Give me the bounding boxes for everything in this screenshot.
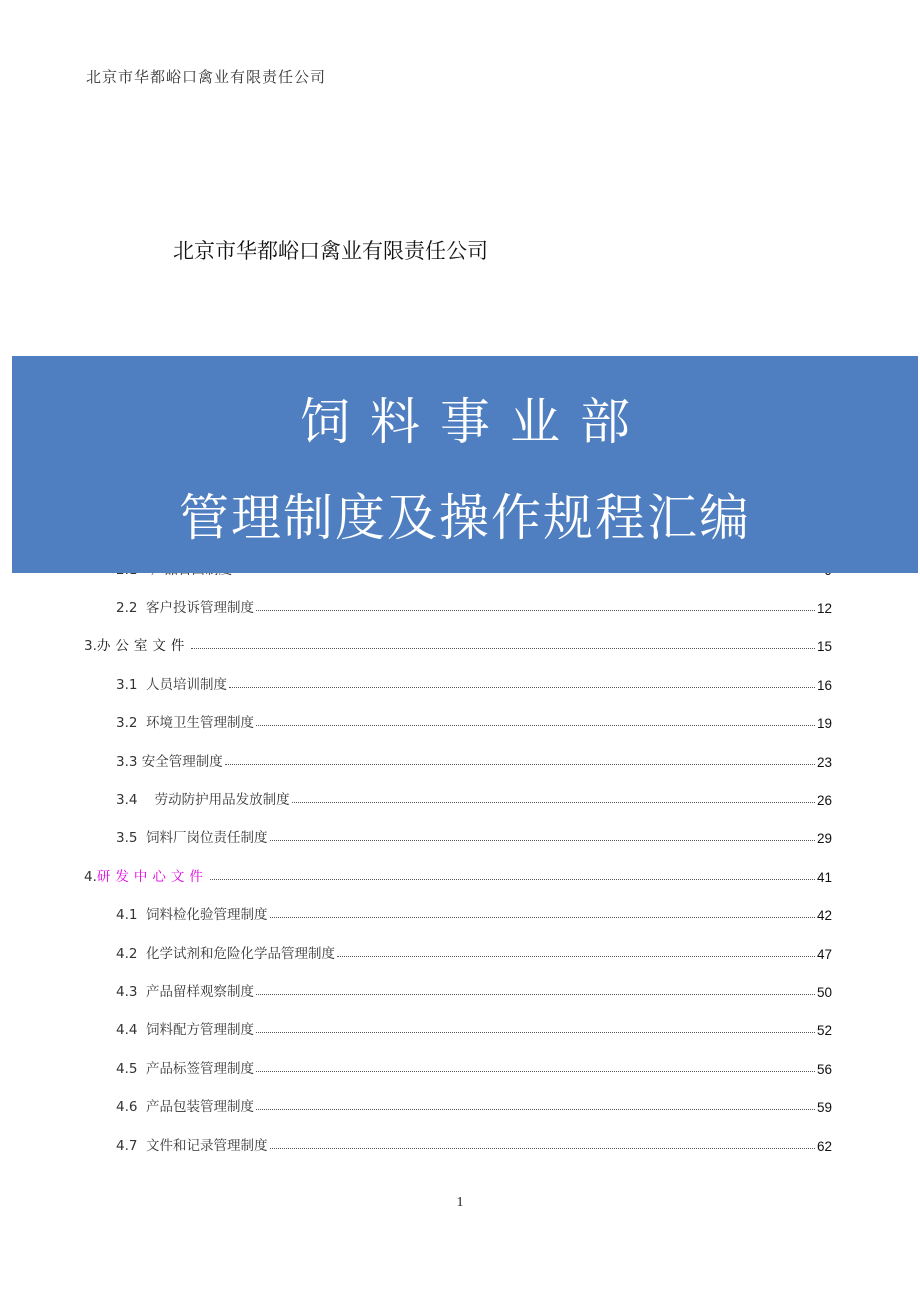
toc-entry-label: 4.6 产品包装管理制度 [116,1099,255,1116]
toc-section-row[interactable] [84,632,832,654]
toc-row[interactable] [116,748,832,770]
toc-row[interactable] [116,594,832,616]
toc-page-number: 23 [816,754,832,770]
page-number: 1 [456,1195,464,1210]
toc-entry-label: 3.5 饲料厂岗位责任制度 [116,830,268,847]
title-banner [12,356,918,573]
toc-leader-dots [225,763,815,765]
toc-page-number: 19 [816,716,832,732]
toc-entry-label: 3.1 人员培训制度 [116,676,228,693]
toc-entry-label: 4.7 文件和记录管理制度 [116,1137,268,1154]
toc-leader-dots [256,1108,815,1110]
toc-leader-dots [229,686,815,688]
toc-leader-dots [256,993,815,995]
toc-entry-label: 4.2 化学试剂和危险化学品管理制度 [116,945,336,962]
toc-row[interactable] [116,786,832,808]
toc-entry-label: 4.3 产品留样观察制度 [116,984,255,1000]
toc-entry-label: 3.4 劳动防护用品发放制度 [116,792,290,808]
toc-leader-dots [337,955,815,957]
toc-page-number: 52 [816,1023,832,1039]
toc-page-number: 41 [816,869,832,885]
toc-page-number: 59 [816,1100,832,1116]
toc-leader-dots [210,878,815,880]
toc-entry-label: 办公室文件 [96,638,190,655]
toc-leader-dots [270,839,815,841]
toc-leader-dots [191,647,815,649]
toc-entry-label: 4.1 饲料检化验管理制度 [116,907,268,924]
toc-section-number: 4. [84,868,97,885]
toc-entry-label: 4.5 产品标签管理制度 [116,1060,255,1077]
toc-row[interactable] [116,1093,832,1115]
toc-entry-label: 3.2 环境卫生管理制度 [116,715,255,732]
toc-leader-dots [256,724,815,726]
toc-row[interactable] [116,671,832,693]
toc-page-number: 15 [816,639,832,655]
toc-leader-dots [292,801,815,803]
toc-entry-label: 2.2 客户投诉管理制度 [116,600,255,616]
toc-row[interactable] [116,978,832,1000]
toc-page-number: 16 [816,677,832,693]
banner-department-title: 饲料事业部 [300,393,650,451]
toc-leader-dots [256,1070,815,1072]
company-title: 北京市华都峪口禽业有限责任公司 [173,239,488,263]
toc-page-number: 26 [816,793,832,808]
toc-entry-label: 3.3 安全管理制度 [116,753,223,770]
toc-section-number: 3. [84,638,97,655]
toc-row[interactable] [116,1016,832,1038]
toc-leader-dots [270,916,815,918]
toc-leader-dots [256,1031,815,1033]
toc-page-number: 29 [816,831,832,847]
toc-entry-label: 研发中心文件 [96,868,208,885]
toc-page-number: 62 [816,1138,832,1154]
toc-row[interactable] [116,824,832,846]
toc-leader-dots [256,609,815,611]
banner-document-title: 管理制度及操作规程汇编 [179,489,751,547]
running-header: 北京市华都峪口禽业有限责任公司 [86,68,327,86]
toc-row[interactable] [116,1132,832,1154]
toc-section-row[interactable] [84,863,832,885]
toc-row[interactable] [116,1055,832,1077]
toc-page-number: 56 [816,1061,832,1077]
toc-leader-dots [270,1147,815,1149]
toc-entry-label: 4.4 饲料配方管理制度 [116,1022,255,1039]
toc-row[interactable] [116,901,832,923]
toc-page-number: 47 [816,946,832,962]
toc-row[interactable] [116,709,832,731]
toc-page-number: 12 [816,601,832,616]
toc-page-number: 42 [816,908,832,924]
toc-page-number: 50 [816,985,832,1000]
toc-row[interactable] [116,940,832,962]
